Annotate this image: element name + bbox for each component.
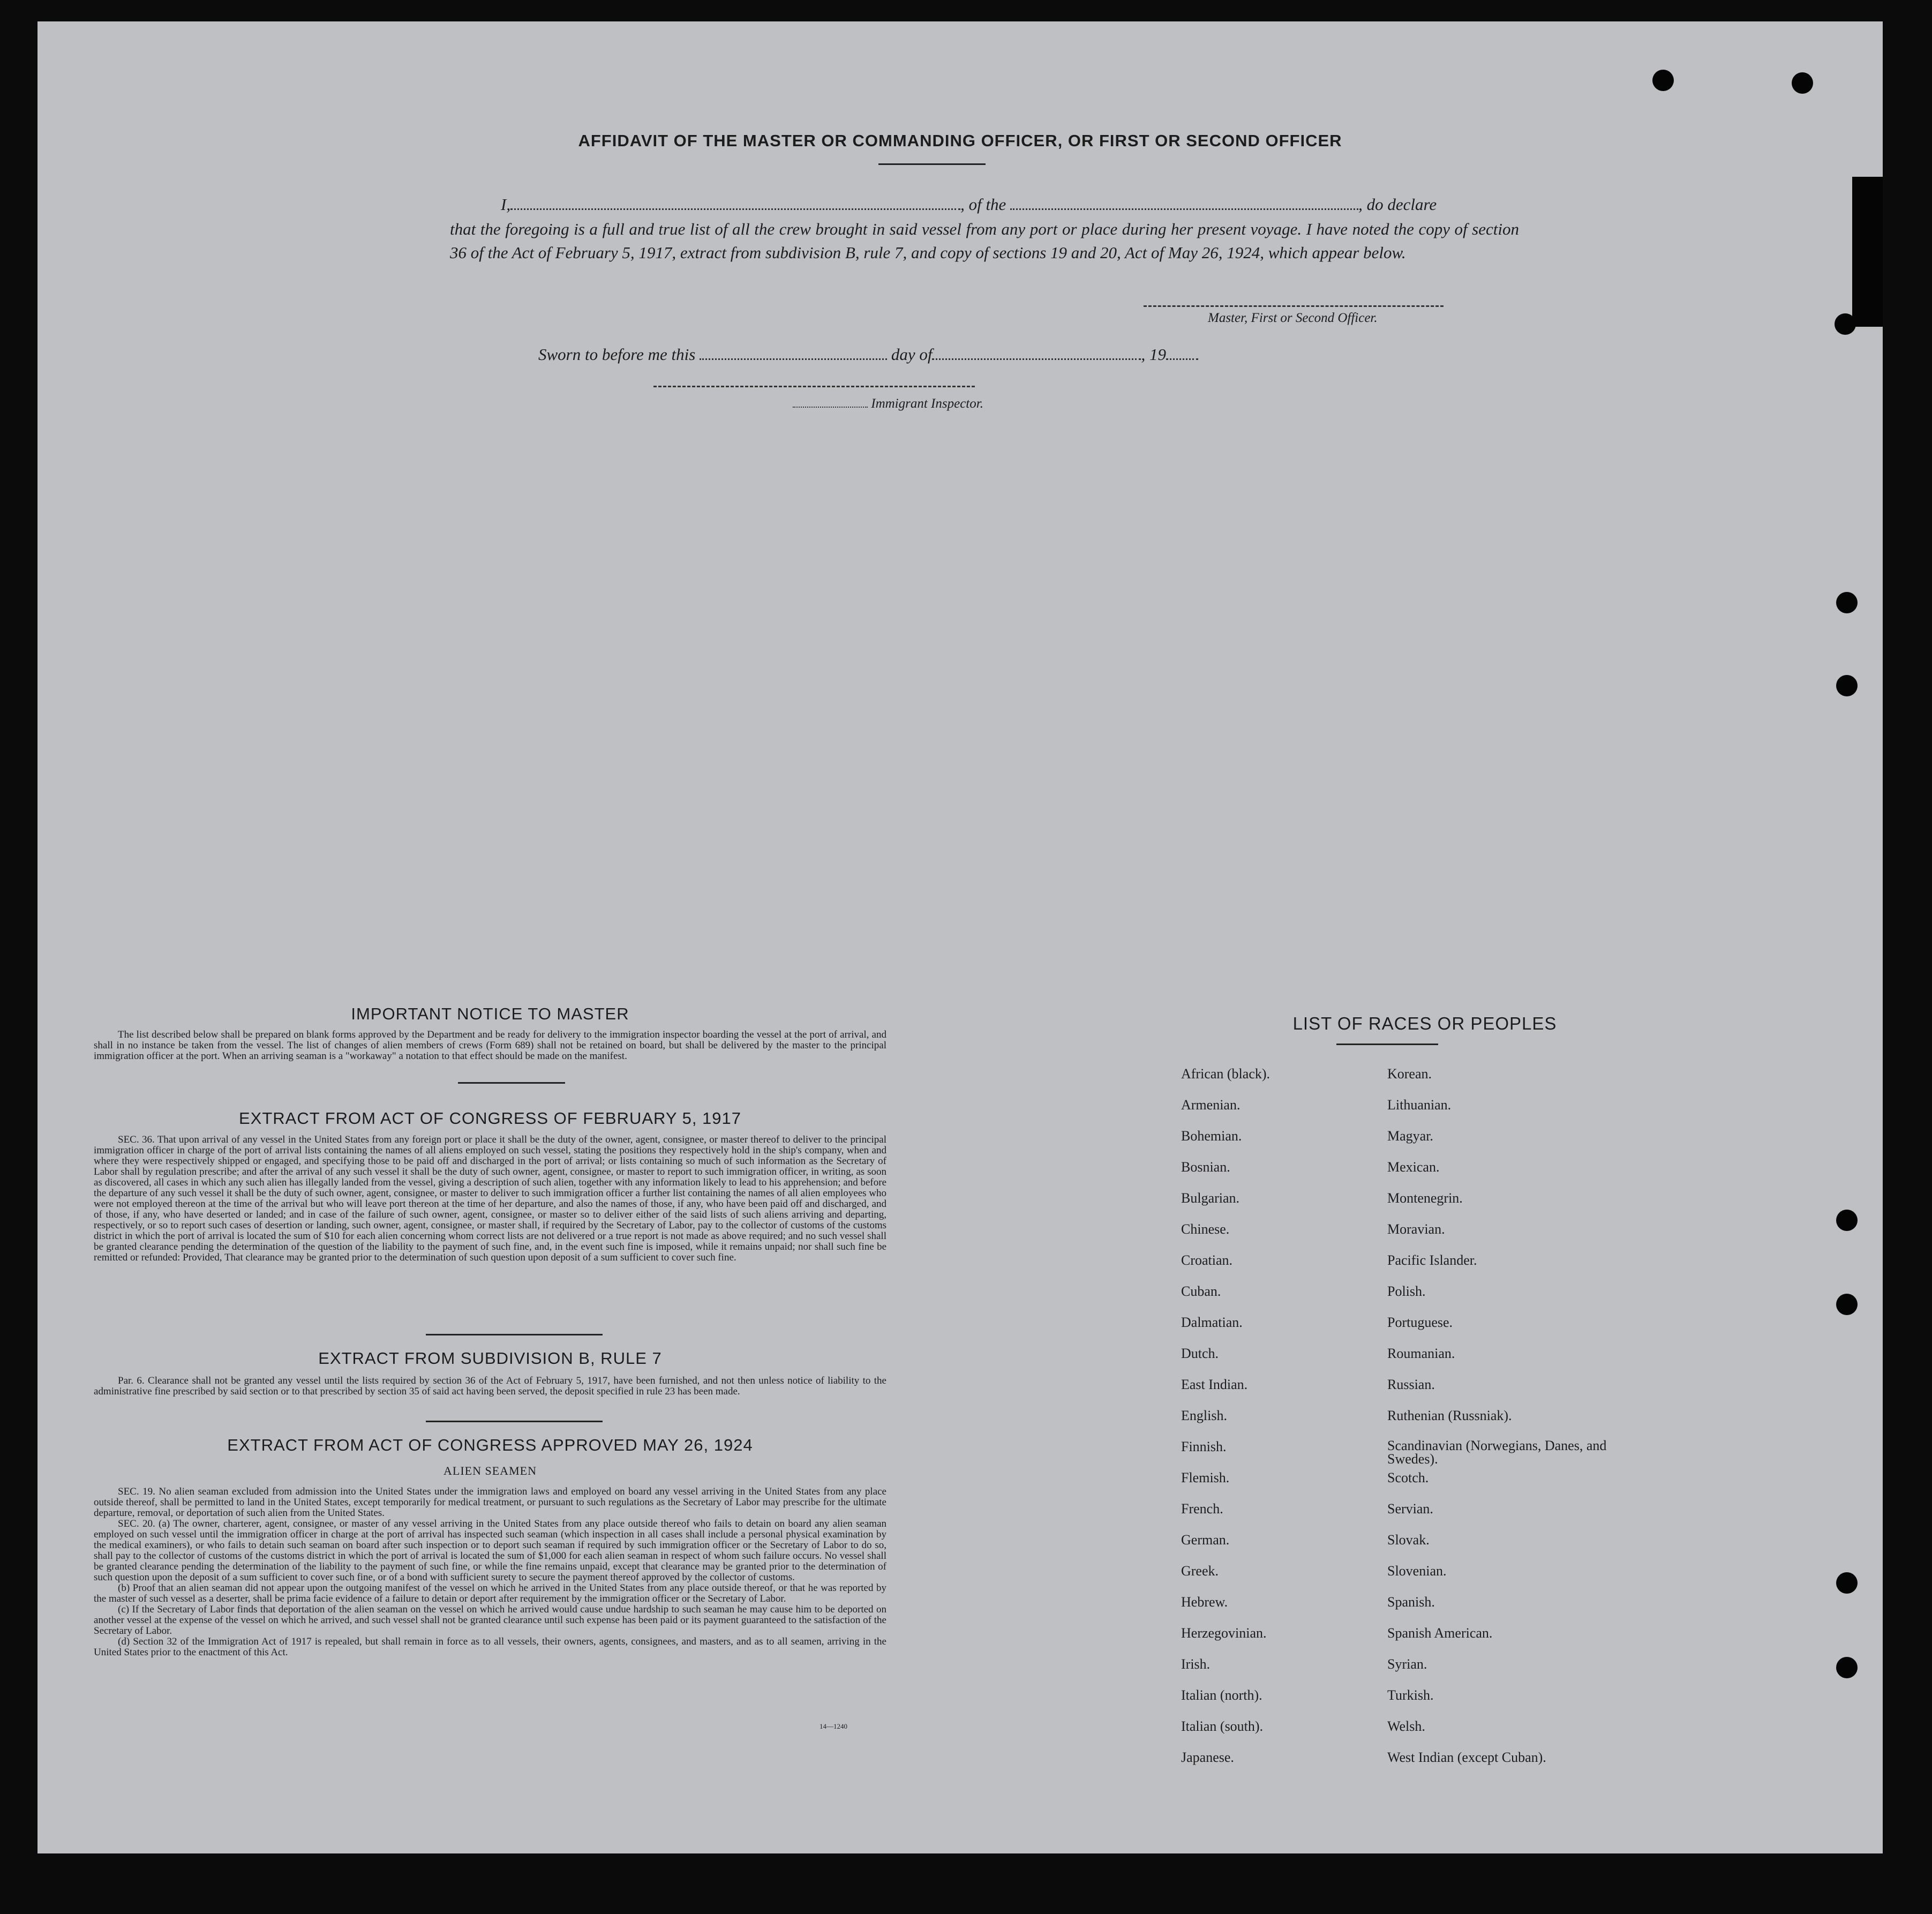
races-column-1 <box>1181 1066 1270 1781</box>
affidavit-body: that the foregoing is a full and true list of all the crew brought in said vessel from any port or place during her present voyage. I have noted the copy of section 36 of the Act of February 5, 1917, extract from subdivision B, rule 7, and copy of sections 19 and 20, Act of May 26, 1924, which appear below. <box>450 220 1519 262</box>
sworn-day-of: day of <box>891 345 933 364</box>
sworn-day-field[interactable] <box>700 358 887 360</box>
race-item: Montenegrin. <box>1387 1190 1463 1206</box>
extract-1924-subtitle: ALIEN SEAMEN <box>443 1464 537 1477</box>
race-item: Dalmatian. <box>1181 1315 1243 1330</box>
punch-hole-9 <box>1836 1657 1858 1678</box>
race-item: Bosnian. <box>1181 1159 1230 1175</box>
race-item: English. <box>1181 1408 1227 1423</box>
races-title: LIST OF RACES OR PEOPLES <box>1292 1014 1557 1033</box>
races-column-2 <box>1387 1066 1618 1781</box>
race-item: Portuguese. <box>1387 1315 1453 1330</box>
race-item: Slovenian. <box>1387 1563 1447 1579</box>
race-item: Pacific Islander. <box>1387 1252 1477 1268</box>
sec-20c-paragraph: (c) If the Secretary of Labor finds that deportation of the alien seaman on the vessel on which he arrived would cause undue hardship to such seaman he may cause him to be deported on another vessel at the expense of the vessel on which he arrived, and such vessel shall not be granted clearance until such expense has been paid or its payment guaranteed to the satisfaction of the Secretary of Labor. <box>94 1604 886 1637</box>
inspector-label-text: Immigrant Inspector. <box>871 396 983 411</box>
race-item: Roumanian. <box>1387 1346 1455 1361</box>
affidavit-title: AFFIDAVIT OF THE MASTER OR COMMANDING OFFICER, OR FIRST OR SECOND OFFICER <box>578 131 1342 150</box>
title-rule <box>878 163 986 165</box>
race-item: Greek. <box>1181 1563 1219 1579</box>
inspector-label <box>793 396 983 411</box>
extract-1924-text <box>94 1487 886 1658</box>
sworn-text: Sworn to before me this <box>538 345 696 364</box>
race-item: Spanish. <box>1387 1594 1435 1610</box>
sworn-year-field[interactable] <box>1166 358 1198 360</box>
vessel-name-field[interactable] <box>1010 208 1358 210</box>
form-number: 14—1240 <box>820 1722 847 1730</box>
extract-1917-rule <box>426 1334 603 1335</box>
races-rule <box>1336 1044 1438 1045</box>
sec-20b-paragraph: (b) Proof that an alien seaman did not appear upon the outgoing manifest of the vessel on which he arrived in the United States from any place outside thereof, or that he was reported by the master of such vessel as a deserter, shall be prima facie evidence of a failure to detain or deport after requirement by the immigration officer or the Secretary of Labor. <box>94 1582 886 1604</box>
rule7-rule <box>426 1421 603 1422</box>
extract-1917-title: EXTRACT FROM ACT OF CONGRESS OF FEBRUARY 5, 1917 <box>238 1109 742 1128</box>
punch-hole-8 <box>1836 1572 1858 1594</box>
race-item: Hebrew. <box>1181 1594 1228 1610</box>
race-item: Ruthenian (Russniak). <box>1387 1408 1512 1423</box>
race-item: Mexican. <box>1387 1159 1440 1175</box>
race-item: Armenian. <box>1181 1097 1241 1113</box>
race-item: Syrian. <box>1387 1656 1427 1672</box>
punch-hole-2 <box>1792 72 1813 94</box>
race-item: Irish. <box>1181 1656 1211 1672</box>
race-item: Finnish. <box>1181 1439 1227 1454</box>
race-item: Flemish. <box>1181 1470 1230 1485</box>
race-item: Welsh. <box>1387 1718 1425 1734</box>
rule7-title: EXTRACT FROM SUBDIVISION B, RULE 7 <box>318 1349 662 1368</box>
rule7-paragraph: Par. 6. Clearance shall not be granted any vessel until the lists required by section 36 of the Act of February 5, 1917, have been furnished, and not then unless notice of liability to the administrative fine prescribed by said section or to that prescribed by section 35 of said act having been served, the deposit specified in rule 23 has been made. <box>94 1375 886 1397</box>
race-item: Dutch. <box>1181 1346 1219 1361</box>
sworn-month-field[interactable] <box>932 358 1141 360</box>
punch-hole-5 <box>1836 675 1858 696</box>
race-item: Herzegovinian. <box>1181 1625 1267 1641</box>
document-page <box>37 21 1883 1853</box>
race-item: Bulgarian. <box>1181 1190 1240 1206</box>
sec-19-paragraph: SEC. 19. No alien seaman excluded from admission into the United States under the immigration laws and employed on board any vessel arriving in the United States from any place outside thereof, shall be permitted to land in the United States, except temporarily for medical treatment, or pursuant to such regulations as the Secretary of Labor may prescribe for the ultimate departure, removal, or deportation of such alien from the United States. <box>94 1486 886 1519</box>
race-item: Chinese. <box>1181 1221 1230 1237</box>
affidavit-declare: , do declare <box>1358 195 1437 214</box>
punch-hole-4 <box>1836 592 1858 613</box>
race-item: Italian (south). <box>1181 1718 1264 1734</box>
sec-20d-paragraph: (d) Section 32 of the Immigration Act of 1917 is repealed, but shall remain in force as to all vessels, their owners, agents, consignees, and masters, and as to all seamen, arriving in the United States prior to the enactment of this Act. <box>94 1636 886 1658</box>
inspector-signature-line[interactable] <box>653 386 975 387</box>
race-item: German. <box>1181 1532 1230 1548</box>
race-item: Japanese. <box>1181 1750 1234 1765</box>
torn-edge <box>1852 177 1883 327</box>
sworn-year-prefix: , 19 <box>1141 345 1166 364</box>
sec-36-paragraph: SEC. 36. That upon arrival of any vessel in the United States from any foreign port or place it shall be the duty of the owner, agent, consignee, or master thereof to deliver to the principal immigration officer in charge of the port of arrival lists containing the names of all aliens employed on such vessel, stating the positions they respectively hold in the ship's company, when and where they were respectively shipped or engaged, and specifying those to be paid off and discharged in the port of arrival; or lists containing so much of such information as the Secretary of Labor shall by regulation prescribe; and after the arrival of any such vessel it shall be the duty of such owner, agent, consignee, or master to report to such immigration officer, in writing, as soon as discovered, all cases in which any such alien has illegally landed from the vessel, giving a description of such alien, together with any information likely to lead to his apprehension; and before the departure of any such vessel it shall be the duty of such owner, agent, consignee, or master to deliver to such immigration officer a further list containing the names of all alien employees who were not employed thereon at the time of the arrival but who will leave port thereon at the time of her departure, and also the names of those, if any, who have been paid off and discharged, and of those, if any, who have deserted or landed; and in case of the failure of such owner, agent, consignee, or master so to deliver either of the said lists of such aliens arriving and departing, respectively, or so to report such cases of desertion or landing, such owner, agent, consignee, or master shall, if required by the Secretary of Labor, pay to the collector of customs of the customs district in which the port of arrival is located the sum of $10 for each alien concerning whom correct lists are not delivered or a true report is not made as above required; and no such vessel shall be granted clearance pending the determination of the question of the liability to the payment of such fine, and, in the event such fine is imposed, while it remains unpaid; nor shall such fine be remitted or refunded: Provided, That clearance may be granted prior to the determination of such question upon deposit of a sum sufficient to cover such fine. <box>94 1134 886 1263</box>
race-item: East Indian. <box>1181 1377 1248 1392</box>
race-item: Russian. <box>1387 1377 1435 1392</box>
affidavit-i: I, <box>501 195 511 214</box>
notice-text <box>94 1030 886 1062</box>
extract-1924-title: EXTRACT FROM ACT OF CONGRESS APPROVED MAY 26, 1924 <box>227 1436 753 1454</box>
race-item: Turkish. <box>1387 1687 1434 1703</box>
race-item: Servian. <box>1387 1501 1433 1517</box>
master-signature-label: Master, First or Second Officer. <box>1208 311 1378 325</box>
race-item: Scotch. <box>1387 1470 1429 1485</box>
race-item: Cuban. <box>1181 1283 1221 1299</box>
sworn-line <box>450 343 1519 366</box>
race-item: Moravian. <box>1387 1221 1445 1237</box>
affidavit-of-the: , of the <box>960 195 1006 214</box>
race-item: Lithuanian. <box>1387 1097 1452 1113</box>
race-item: Polish. <box>1387 1283 1426 1299</box>
rule7-text <box>94 1376 886 1397</box>
punch-hole-6 <box>1836 1210 1858 1231</box>
race-item: West Indian (except Cuban). <box>1387 1750 1546 1765</box>
notice-rule <box>458 1082 565 1084</box>
notice-paragraph: The list described below shall be prepared on blank forms approved by the Department and be ready for delivery to the immigration inspector boarding the vessel at the port of arrival, and shall in no instance be taken from the vessel. The list of changes of alien members of crews (Form 689) shall not be retained on board, but shall be delivered by the master to the principal immigration officer at the port. When an arriving seaman is a "workaway" a notation to that effect should be made on the manifest. <box>94 1029 886 1062</box>
race-item: African (black). <box>1181 1066 1271 1082</box>
master-name-field[interactable] <box>510 208 960 210</box>
race-item: Scandinavian (Norwegians, Danes, and Swedes). <box>1387 1438 1607 1467</box>
race-item: Bohemian. <box>1181 1128 1242 1144</box>
race-item: Slovak. <box>1387 1532 1430 1548</box>
race-item: French. <box>1181 1501 1223 1517</box>
race-item: Spanish American. <box>1387 1625 1493 1641</box>
race-item: Italian (north). <box>1181 1687 1262 1703</box>
sec-20a-paragraph: SEC. 20. (a) The owner, charterer, agent, consignee, or master of any vessel arriving in the United States from any place outside thereof who fails to detain on board any alien seaman employed on such vessel until the immigration officer in charge at the port of arrival has inspected such seaman (which inspection in all cases shall include a personal physical examination by the medical examiners), or who fails to detain such seaman on board after such inspection or to deport such seaman if required by such immigration officer or the Secretary of Labor to do so, shall pay to the collector of customs of the customs district in which the port of arrival is located the sum of $1,000 for each alien seaman in respect of whom such failure occurs. No vessel shall be granted clearance pending the determination of the liability to the payment of such fine, or while the fine remains unpaid, except that clearance may be granted prior to the determination of such question upon the deposit of a sum sufficient to cover such fine, or of a bond with sufficient surety to secure the payment thereof approved by the collector of customs. <box>94 1518 886 1583</box>
race-item: Korean. <box>1387 1066 1432 1082</box>
affidavit-line-1 <box>450 193 1519 216</box>
race-item: Magyar. <box>1387 1128 1433 1144</box>
punch-hole-7 <box>1836 1294 1858 1315</box>
extract-1917-text <box>94 1135 886 1263</box>
notice-title: IMPORTANT NOTICE TO MASTER <box>351 1004 629 1023</box>
master-signature-line[interactable] <box>1144 305 1444 307</box>
race-item: Croatian. <box>1181 1252 1233 1268</box>
punch-hole-1 <box>1652 70 1674 91</box>
